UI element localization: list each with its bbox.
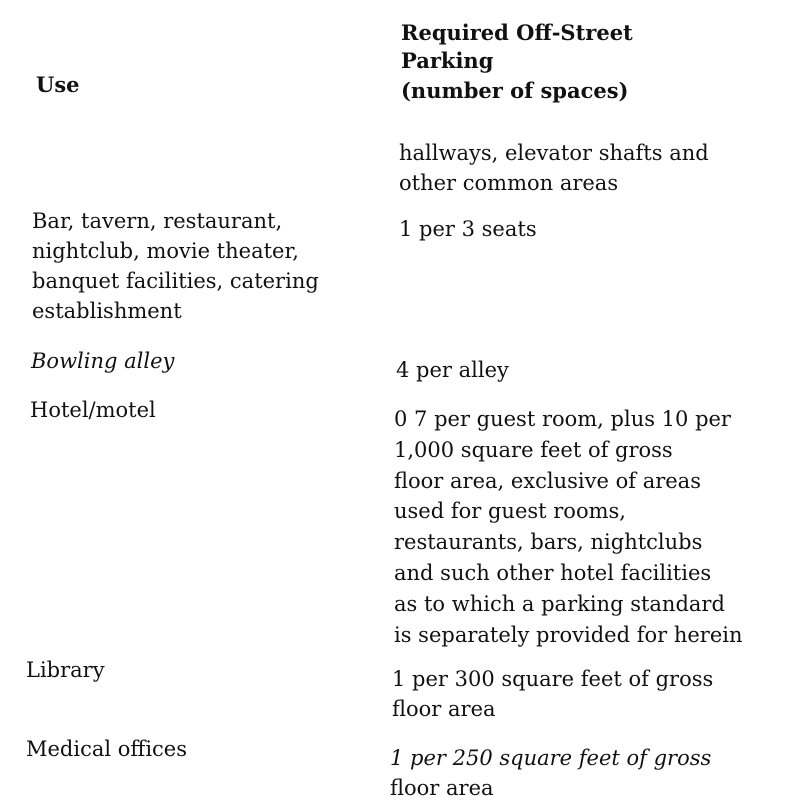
- parking-line: 4 per alley: [396, 358, 509, 382]
- use-line: Bar, tavern, restaurant,: [32, 209, 283, 233]
- parking-line: as to which a parking standard: [394, 591, 725, 616]
- parking-header-line: Required Off-Street: [401, 20, 633, 45]
- parking-line: 1 per 3 seats: [399, 217, 537, 241]
- use-line: Medical offices: [26, 737, 188, 761]
- use-line: Hotel/motel: [30, 398, 156, 422]
- parking-line: 1,000 square feet of gross: [394, 437, 673, 462]
- parking-line: floor area: [392, 697, 496, 721]
- parking-line: floor area: [390, 776, 494, 800]
- use-cell-bar-tavern: [32, 206, 377, 326]
- use-line: banquet facilities, catering: [32, 269, 319, 293]
- use-cell-hotel-motel: [30, 395, 375, 425]
- parking-header-line: Parking: [401, 48, 494, 73]
- use-cell-library: [26, 655, 371, 685]
- parking-cell-medical-offices: [390, 743, 790, 803]
- parking-cell-hotel-motel: [394, 404, 794, 650]
- parking-line: 1 per 300 square feet of gross: [392, 667, 714, 691]
- parking-line: restaurants, bars, nightclubs: [394, 530, 703, 555]
- use-cell-bowling-alley: [31, 346, 376, 376]
- use-line: Library: [26, 658, 105, 682]
- continuation-line: hallways, elevator shafts and: [399, 141, 709, 165]
- parking-line: and such other hotel facilities: [394, 560, 712, 585]
- parking-line: 1 per 250 square feet of gross: [390, 746, 712, 770]
- use-column-header: Use: [36, 72, 80, 97]
- parking-cell-library: [392, 664, 792, 724]
- parking-line: 0 7 per guest room, plus 10 per: [394, 407, 731, 431]
- parking-column-header: [401, 18, 799, 106]
- continuation-text: [399, 138, 799, 198]
- parking-line: is separately provided for herein: [394, 622, 743, 647]
- use-line: nightclub, movie theater,: [32, 239, 299, 263]
- use-line: Bowling alley: [31, 349, 175, 373]
- use-cell-medical-offices: [26, 734, 371, 764]
- parking-cell-bar-tavern: [399, 214, 799, 244]
- use-line: establishment: [32, 299, 182, 323]
- parking-cell-bowling-alley: [396, 355, 796, 385]
- continuation-line: other common areas: [399, 171, 619, 195]
- parking-line: floor area, exclusive of areas: [394, 468, 701, 493]
- parking-line: used for guest rooms,: [394, 499, 626, 524]
- parking-header-line: (number of spaces): [401, 78, 629, 103]
